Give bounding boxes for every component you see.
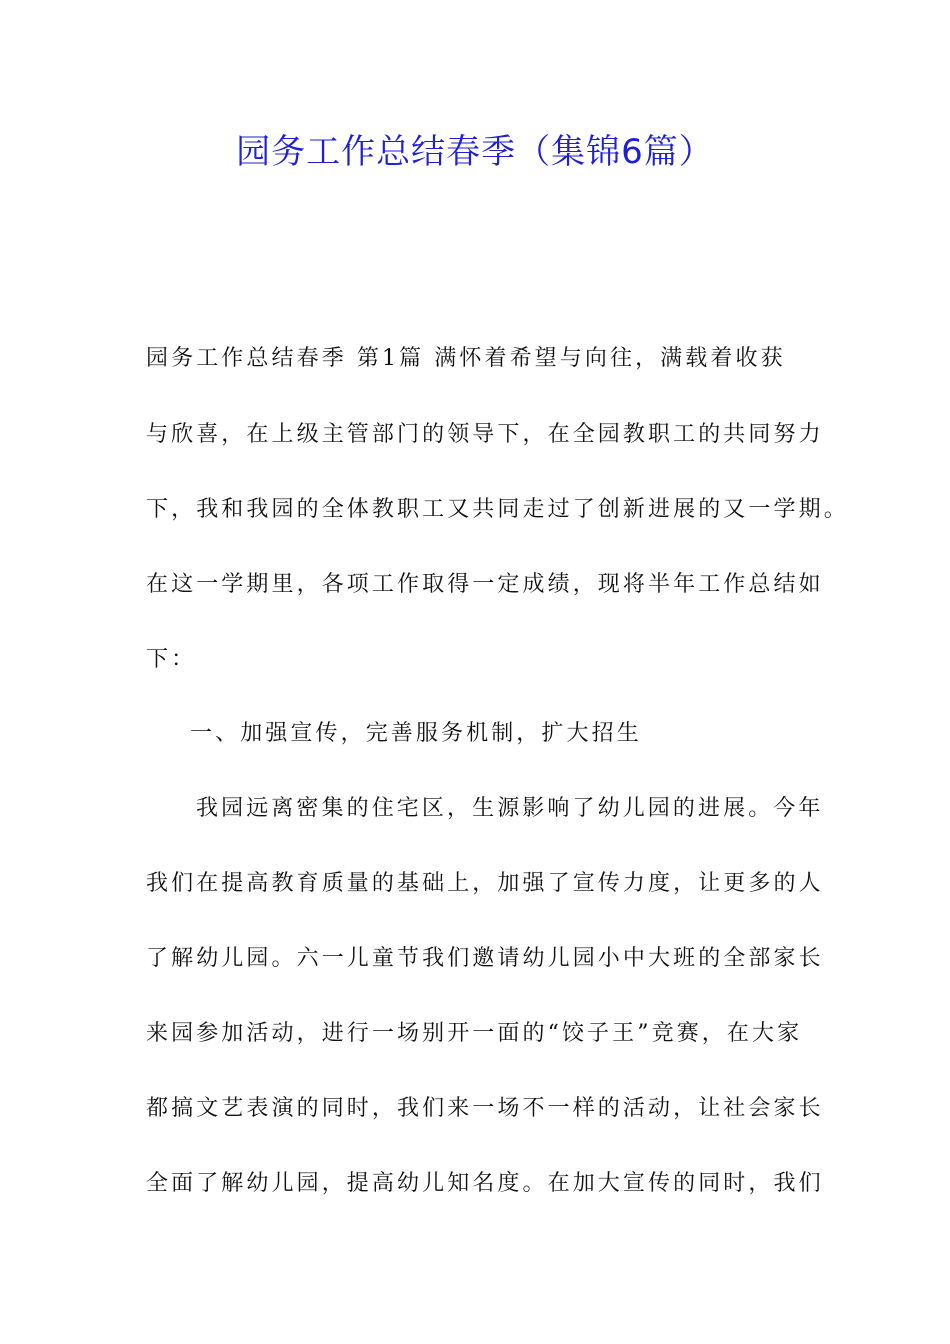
paragraph-line: 下： <box>146 647 197 672</box>
paragraph-line: 下，我和我园的全体教职工又共同走过了创新进展的又一学期。 <box>146 497 849 522</box>
paragraph-line: 在这一学期里，各项工作取得一定成绩，现将半年工作总结如 <box>146 572 824 597</box>
paragraph-line: 我园远离密集的住宅区，生源影响了幼儿园的进展。今年 <box>196 796 824 821</box>
paragraph-line: 与欣喜，在上级主管部门的领导下，在全园教职工的共同努力 <box>146 422 824 447</box>
paragraph-line: 园务工作总结春季 第1篇 满怀着希望与向往，满载着收获 <box>146 346 786 371</box>
section-heading: 一、加强宣传，完善服务机制，扩大招生 <box>190 721 642 746</box>
paragraph-line: 来园参加活动，进行一场别开一面的“饺子王”竞赛，在大家 <box>146 1021 803 1046</box>
paragraph-line: 全面了解幼儿园，提高幼儿知名度。在加大宣传的同时，我们 <box>146 1171 824 1196</box>
paragraph-line: 都搞文艺表演的同时，我们来一场不一样的活动，让社会家长 <box>146 1096 824 1121</box>
document-title: 园务工作总结春季（集锦6篇） <box>236 132 714 172</box>
paragraph-line: 了解幼儿园。六一儿童节我们邀请幼儿园小中大班的全部家长 <box>146 946 824 971</box>
paragraph-line: 我们在提高教育质量的基础上，加强了宣传力度，让更多的人 <box>146 871 824 896</box>
